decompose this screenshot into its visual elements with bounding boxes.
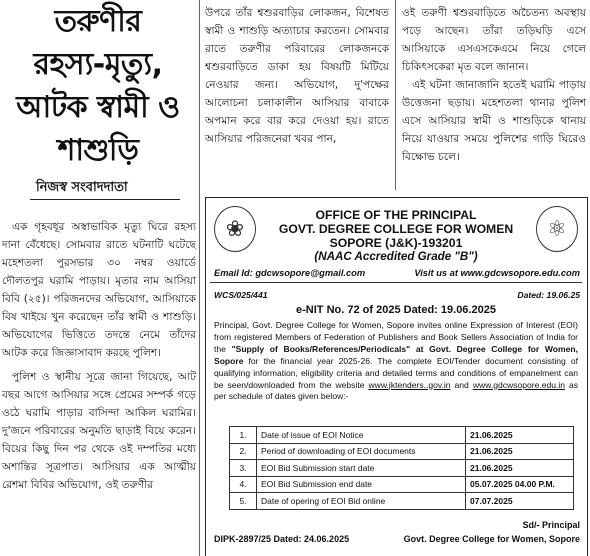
body-text: as per schedule of dates given below:- — [214, 379, 579, 402]
body-text: and — [450, 379, 473, 390]
reference-number: WCS/025/441 — [214, 290, 268, 300]
college-emblem-icon: ❀ — [214, 206, 256, 252]
row-number: 4. — [230, 476, 257, 493]
row-number: 5. — [230, 493, 257, 510]
reference-line — [214, 290, 580, 300]
table-row — [230, 476, 574, 493]
row-date: 05.07.2025 04.00 P.M. — [466, 476, 574, 493]
row-date: 07.07.2025 — [466, 493, 574, 510]
tender-advertisement — [205, 197, 588, 556]
state-emblem-icon: ⚛ — [536, 206, 578, 252]
college-address: SOPORE (J&K)-193201 — [329, 236, 463, 250]
row-date: 21.06.2025 — [466, 427, 574, 444]
article-paragraph: এই ঘটনা জানাজানি হতেই ঘরামি পাড়ায় উত্তেজনা ছড়ায়। মহেশতলা থানার পুলিশ এসে আসিয়ার স্বামী ও শাশুড়িকে থানায় নিয়ে যাওয়ার সময়ে পুলিশের গাড়ি ঘিরেও বিক্ষোভ চলে। — [402, 79, 586, 163]
table-row — [230, 427, 574, 444]
accreditation: (NAAC Accredited Grade "B") — [314, 250, 478, 263]
ad-footer — [214, 534, 580, 544]
row-event: Period of downloading of EOI documents — [257, 443, 466, 460]
table-row — [230, 460, 574, 477]
article-paragraph: পুলিশ ও স্থানীয় সূত্রে জানা গিয়েছে, আট বছর আগে আসিয়ার সঙ্গে প্রেমের সম্পর্ক গড়ে ওঠে ঘরামি পাড়ার বাসিন্দা আকিল ঘরামির। দু'জনে পরিবারের অনুমতি ছাড়াই বিয়ে করেন। বিয়ের কিছু দিন পর থেকে ওই দম্পতির মধ্যে অশান্তির সূত্রপাত। আসিয়ার এক আত্মীয় রেশমা বিবির অভিযোগ, ওই তরুণীর — [2, 371, 196, 491]
table-row — [230, 493, 574, 510]
schedule-table — [229, 426, 574, 510]
signature-office: Govt. Degree College for Women, Sopore — [403, 534, 580, 544]
headline-line: রহস্য-মৃত্যু, — [33, 47, 163, 82]
row-date: 21.06.2025 — [466, 460, 574, 477]
column-divider — [395, 0, 396, 190]
row-event: EOI Bid Submission start date — [257, 460, 466, 477]
article-paragraph: এক গৃহবধূর অস্বাভাবিক মৃত্যু ঘিরে রহস্য দানা বেঁধেছে। সোমবার রাতে ঘটনাটি ঘটেছে মহেশতলা পুরসভার ৩০ নম্বর ওয়ার্ডে দৌলতপুর ঘরামি পাড়ায়। মৃতার নাম আসিয়া বিবি (২৫)। পরিজনদের অভিযোগ, আসিয়াকে বিষ খাইয়ে খুন করেছেন তাঁর স্বামী ও শাশুড়ি। অভিযোগের ভিত্তিতে তদন্তে নেমে তাঁদের আটক করে জিজ্ঞাসাবাদ করছে পুলিশ। — [2, 221, 196, 359]
article-paragraph: উপরে তাঁর শ্বশুরবাড়ির লোকজন, বিশেষত স্বামী ও শাশুড়ি অত্যাচার করতেন। সোমবার রাতে তরুণীর পরিবারের লোকজনকে শ্বশুরবাড়িতে ডাকা হয় বিষয়টি মিটিয়ে নেওয়ার জন্য। অভিযোগ, দু'পক্ষের আলোচনা চলাকালীন আসিয়ার বাবাকে অপমান করে বার করে দেওয়া হয়। রাতে আসিয়ার পরিজনেরা খবর পান, — [205, 7, 389, 145]
row-event: Date of opering of EOI Bid online — [257, 493, 466, 510]
tender-body — [214, 320, 578, 403]
byline-divider — [30, 199, 180, 200]
byline: নিজস্ব সংবাদদাতা — [36, 180, 128, 195]
headline-line: তরুণীর — [54, 4, 142, 39]
row-number: 2. — [230, 443, 257, 460]
table-row — [230, 443, 574, 460]
headline-line: শাশুড়ি — [57, 133, 139, 168]
article-body-middle — [205, 4, 389, 148]
row-number: 1. — [230, 427, 257, 444]
body-bold-text: "Supply of Books/References/Periodicals" at Govt. Degree College for Women, Sopore — [214, 343, 578, 366]
college-website-link[interactable]: www.gdcwsopore.edu.in — [472, 379, 565, 390]
signature: Sd/- Principal — [522, 520, 580, 530]
ad-divider — [210, 282, 582, 283]
website: Visit us at www.gdcwsopore.edu.com — [414, 268, 580, 278]
nit-title: e-NIT No. 72 of 2025 Dated: 19.06.2025 — [296, 304, 496, 316]
article-paragraph: ওই তরুণী শ্বশুরবাড়িতে অচৈতন্য অবস্থায় পড়ে আছেন। তাঁরা তড়িঘড়ি এসে আসিয়াকে এসএসকেএমে নিয়ে গেলে চিকিৎসকেরা মৃত বলে জানান। — [402, 7, 586, 73]
contact-line — [214, 268, 580, 278]
article-body-right — [402, 4, 586, 166]
headline-line: আটক স্বামী ও — [16, 90, 180, 125]
office-header — [206, 208, 586, 264]
row-event: Date of issue of EOI Notice — [257, 427, 466, 444]
row-number: 3. — [230, 460, 257, 477]
row-event: EOI Bid Submission end date — [257, 476, 466, 493]
college-name: GOVT. DEGREE COLLEGE FOR WOMEN — [278, 222, 514, 236]
jktenders-link[interactable]: www.jktenders..gov.in — [368, 379, 451, 390]
email: Email Id: gdcwsopore@gmail.com — [214, 268, 366, 278]
body-text: Principal, Govt. Degree College for Women, Sopore invites online Expression of Interest (EOI) from registered Members of Federation of Publishers and Book Sellers Association of India for the — [214, 320, 578, 354]
column-divider — [199, 0, 200, 556]
article-body-left — [2, 218, 196, 496]
headline — [0, 0, 196, 168]
office-title: OFFICE OF THE PRINCIPAL — [315, 208, 477, 222]
reference-date: Dated: 19.06.25 — [517, 290, 580, 300]
dipk-number: DIPK-2897/25 Dated: 24.06.2025 — [214, 534, 350, 544]
row-date: 21.06.2025 — [466, 443, 574, 460]
body-text: for the financial year 2025-26. The complete EOI/Tender document consisting of qualifying information, eligibility criteria and detailed terms and conditions of empanelment can be seen/downloaded from the website — [214, 355, 578, 390]
